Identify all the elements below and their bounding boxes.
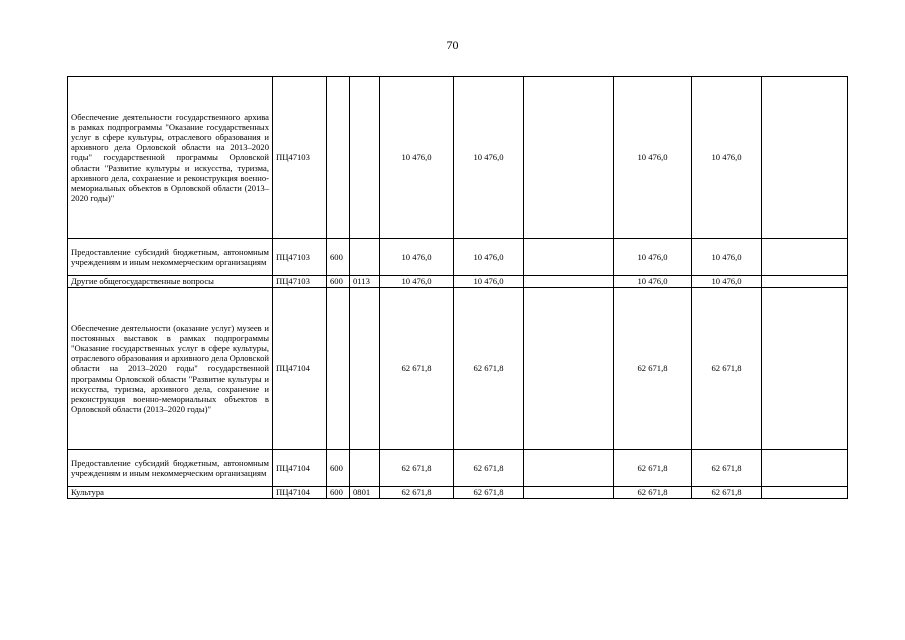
amount-cell [762,276,848,288]
amount-cell: 10 476,0 [380,77,454,239]
target-code-cell: ПЦ47103 [273,276,327,288]
amount-cell: 10 476,0 [614,276,692,288]
amount-cell [524,450,614,487]
page-number: 70 [446,38,459,52]
target-code-cell: ПЦ47104 [273,450,327,487]
amount-cell: 62 671,8 [380,288,454,450]
expense-type-cell [327,288,350,450]
amount-cell: 10 476,0 [454,77,524,239]
target-code-cell: ПЦ47103 [273,77,327,239]
amount-cell: 10 476,0 [454,276,524,288]
expense-type-cell: 600 [327,450,350,487]
section-cell [350,288,380,450]
amount-cell: 62 671,8 [614,487,692,499]
amount-cell: 62 671,8 [692,288,762,450]
table-row [68,276,848,288]
section-cell [350,77,380,239]
section-cell: 0113 [350,276,380,288]
table-row [68,487,848,499]
amount-cell: 10 476,0 [614,77,692,239]
amount-cell [762,450,848,487]
amount-cell: 10 476,0 [614,239,692,276]
amount-cell [762,77,848,239]
row-name-cell: Предоставление субсидий бюджетным, автономным учреждениям и иным некоммерческим организациям [68,450,273,487]
amount-cell: 62 671,8 [380,487,454,499]
target-code-cell: ПЦ47103 [273,239,327,276]
amount-cell [762,239,848,276]
section-cell [350,450,380,487]
row-name-cell: Обеспечение деятельности государственного архива в рамках подпрограммы "Оказание государственных услуг в сфере культуры, отраслевого образования и архивного дела Орловской области на 2013–2020 годы" государственной программы Орловской области "Развитие культуры и искусства, туризма, архивного дела, сохранение и реконструкция военно-мемориальных объектов в Орловской области (2013–2020 годы)" [68,77,273,239]
amount-cell [762,487,848,499]
amount-cell: 62 671,8 [692,487,762,499]
table-row [68,77,848,239]
budget-table [67,76,848,499]
expense-type-cell [327,77,350,239]
table-row [68,450,848,487]
amount-cell [524,288,614,450]
amount-cell [524,239,614,276]
amount-cell: 62 671,8 [454,450,524,487]
expense-type-cell: 600 [327,276,350,288]
amount-cell: 62 671,8 [614,450,692,487]
amount-cell: 62 671,8 [454,487,524,499]
amount-cell: 62 671,8 [692,450,762,487]
amount-cell [524,77,614,239]
amount-cell: 10 476,0 [380,276,454,288]
amount-cell: 10 476,0 [692,77,762,239]
amount-cell: 10 476,0 [692,276,762,288]
amount-cell: 62 671,8 [380,450,454,487]
row-name-cell: Другие общегосударственные вопросы [68,276,273,288]
amount-cell [524,276,614,288]
expense-type-cell: 600 [327,487,350,499]
section-cell [350,239,380,276]
target-code-cell: ПЦ47104 [273,487,327,499]
target-code-cell: ПЦ47104 [273,288,327,450]
row-name-cell: Предоставление субсидий бюджетным, автономным учреждениям и иным некоммерческим организациям [68,239,273,276]
expense-type-cell: 600 [327,239,350,276]
amount-cell [524,487,614,499]
section-cell: 0801 [350,487,380,499]
amount-cell: 10 476,0 [380,239,454,276]
table-row [68,239,848,276]
row-name-cell: Обеспечение деятельности (оказание услуг) музеев и постоянных выставок в рамках подпрограммы "Оказание государственных услуг в сфере культуры, отраслевого образования и архивного дела Орловской области на 2013–2020 годы" государственной программы Орловской области "Развитие культуры и искусства, туризма, архивного дела, сохранение и реконструкция военно-мемориальных объектов в Орловской области (2013–2020 годы)" [68,288,273,450]
table-row [68,288,848,450]
amount-cell: 62 671,8 [454,288,524,450]
amount-cell: 10 476,0 [454,239,524,276]
amount-cell: 62 671,8 [614,288,692,450]
amount-cell [762,288,848,450]
row-name-cell: Культура [68,487,273,499]
amount-cell: 10 476,0 [692,239,762,276]
